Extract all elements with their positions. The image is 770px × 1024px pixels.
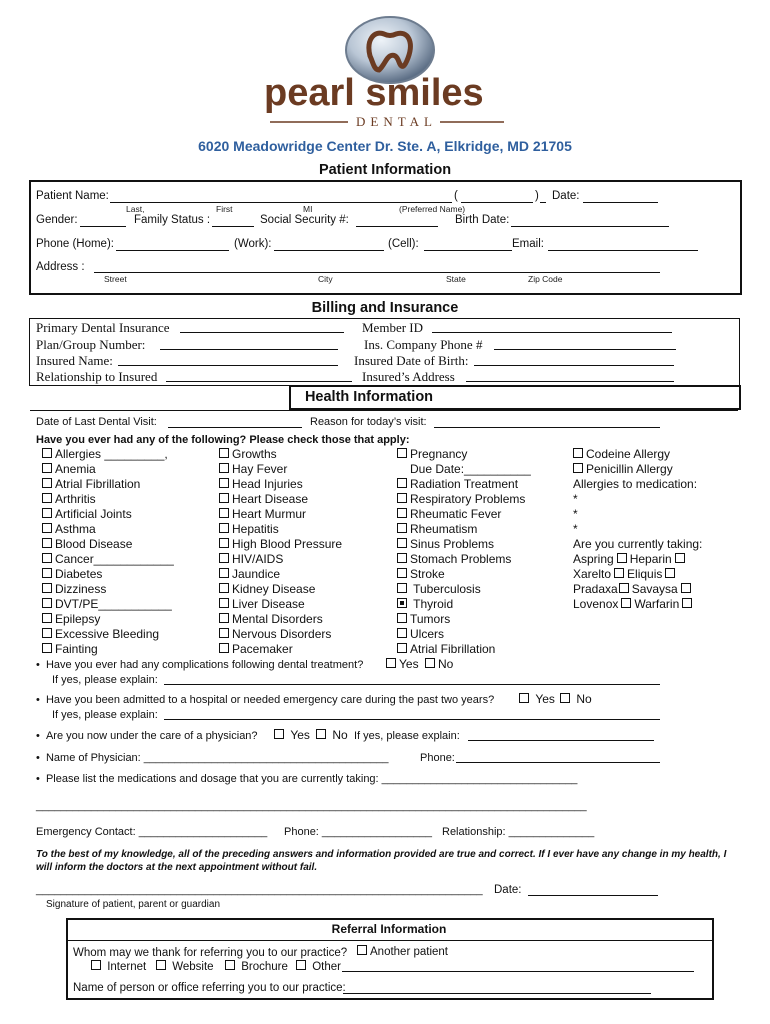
checkbox[interactable]	[42, 493, 52, 503]
checkbox[interactable]	[42, 448, 52, 458]
physician-name-line: • Name of Physician: ________________________________________	[36, 752, 389, 764]
conditions-question: Have you ever had any of the following? Please check those that apply:	[36, 434, 410, 446]
condition-item[interactable]: Hepatitis	[219, 522, 342, 537]
conditions-col-3	[397, 447, 531, 657]
ins-company-phone-label: Ins. Company Phone #	[364, 337, 483, 352]
condition-item[interactable]: Kidney Disease	[219, 582, 342, 597]
preferred-name-field[interactable]	[461, 191, 533, 203]
date-field[interactable]	[583, 191, 658, 203]
physician-phone-label: Phone:	[420, 752, 455, 764]
condition-item[interactable]: Blood Disease	[42, 537, 174, 552]
cell-phone-field[interactable]	[424, 239, 512, 251]
relationship-label: Relationship to Insured	[36, 369, 158, 384]
condition-item[interactable]: Artificial Joints	[42, 507, 174, 522]
referral-another-patient[interactable]: Another patient	[357, 945, 448, 958]
checkbox[interactable]	[42, 553, 52, 563]
checkbox[interactable]	[219, 613, 229, 623]
mi-hint: MI	[303, 204, 313, 214]
checkbox[interactable]	[397, 493, 407, 503]
conditions-col-1	[42, 447, 174, 657]
allergies-to-medication-label: Allergies to medication:	[573, 477, 698, 491]
cell-phone-label: (Cell):	[388, 238, 419, 250]
gender-label: Gender:	[36, 214, 78, 226]
hospital-no[interactable]: No	[560, 692, 592, 706]
checkbox[interactable]	[219, 538, 229, 548]
checkbox[interactable]	[621, 598, 631, 608]
allergy-bullet: *	[573, 492, 578, 506]
condition-item[interactable]: DVT/PE___________	[42, 597, 174, 612]
checkbox[interactable]	[219, 583, 229, 593]
signature-caption: Signature of patient, parent or guardian	[46, 899, 221, 910]
birth-date-label: Birth Date:	[455, 214, 510, 226]
checkbox[interactable]	[573, 463, 583, 473]
checkbox[interactable]	[42, 613, 52, 623]
logo-brand: pearl smiles	[264, 72, 484, 114]
condition-item[interactable]: Heart Disease	[219, 492, 342, 507]
condition-item[interactable]: Pregnancy	[397, 447, 531, 462]
hospital-explain-label: If yes, please explain:	[52, 709, 158, 721]
address-label: Address :	[36, 261, 85, 273]
patient-info-title: Patient Information	[318, 162, 452, 178]
checkbox[interactable]	[617, 553, 627, 563]
last-visit-field[interactable]	[168, 416, 302, 428]
physician-yes[interactable]: Yes	[274, 728, 310, 742]
checkbox[interactable]	[397, 628, 407, 638]
condition-item[interactable]: Pacemaker	[219, 642, 342, 657]
ssn-label: Social Security #:	[260, 214, 349, 226]
med-row: Lovenox Warfarin	[573, 597, 702, 612]
birth-date-field[interactable]	[511, 215, 669, 227]
street-hint: Street	[104, 274, 127, 284]
physician-question: • Are you now under the care of a physician?	[36, 730, 258, 742]
reason-field[interactable]	[434, 416, 660, 428]
physician-explain-field[interactable]	[468, 729, 654, 741]
checkbox[interactable]	[675, 553, 685, 563]
hospital-yes[interactable]: Yes	[519, 692, 555, 706]
checkbox[interactable]	[619, 583, 629, 593]
zip-hint: Zip Code	[528, 274, 563, 284]
checkbox[interactable]	[219, 508, 229, 518]
checkbox[interactable]	[614, 568, 624, 578]
condition-item[interactable]: Atrial Fibrillation	[397, 642, 531, 657]
checkbox[interactable]	[397, 508, 407, 518]
phone-home-label: Phone (Home):	[36, 238, 114, 250]
complications-explain-field[interactable]	[164, 673, 660, 685]
email-label: Email:	[512, 238, 544, 250]
referral-title-divider	[68, 940, 712, 941]
health-divider	[30, 410, 738, 411]
signature-date-field[interactable]	[528, 884, 658, 896]
condition-item[interactable]: Stomach Problems	[397, 552, 531, 567]
condition-item[interactable]: Mental Disorders	[219, 612, 342, 627]
condition-item[interactable]: Jaundice	[219, 567, 342, 582]
state-hint: State	[446, 274, 466, 284]
address-field[interactable]	[94, 261, 660, 273]
checkbox[interactable]	[519, 693, 529, 703]
condition-item[interactable]: Growths	[219, 447, 342, 462]
signature-line[interactable]: _________________________________________________________________________	[36, 884, 483, 896]
conditions-col-2	[219, 447, 342, 657]
condition-item[interactable]: Dizziness	[42, 582, 174, 597]
checkbox[interactable]	[397, 613, 407, 623]
medications-line[interactable]: __________________________________________________________________________________________	[36, 800, 587, 812]
med-row: Pradaxa Savaysa	[573, 582, 702, 597]
complications-question: • Have you ever had any complications following dental treatment?	[36, 659, 364, 671]
checkbox[interactable]	[397, 568, 407, 578]
checkbox[interactable]	[219, 643, 229, 653]
practice-address: 6020 Meadowridge Center Dr. Ste. A, Elkridge, MD 21705	[198, 138, 572, 154]
checkbox[interactable]	[296, 960, 306, 970]
plan-group-field[interactable]	[160, 338, 338, 350]
insured-address-field[interactable]	[466, 370, 674, 382]
conditions-col-4	[573, 447, 702, 612]
checkbox[interactable]	[425, 658, 435, 668]
insured-address-label: Insured’s Address	[362, 369, 455, 384]
checkbox[interactable]	[397, 583, 407, 593]
reason-label: Reason for today’s visit:	[310, 416, 427, 428]
physician-phone-field[interactable]	[456, 751, 660, 763]
checkbox[interactable]	[219, 478, 229, 488]
complications-explain-label: If yes, please explain:	[52, 674, 158, 686]
condition-item[interactable]: Diabetes	[42, 567, 174, 582]
patient-name-label: Patient Name:	[36, 190, 109, 202]
insured-name-field[interactable]	[118, 354, 338, 366]
condition-item[interactable]: Hay Fever	[219, 462, 342, 477]
referral-title: Referral Information	[331, 922, 447, 936]
checkbox[interactable]	[42, 598, 52, 608]
insured-name-label: Insured Name:	[36, 353, 113, 368]
checkbox[interactable]	[219, 598, 229, 608]
condition-item[interactable]: Head Injuries	[219, 477, 342, 492]
condition-item[interactable]: Penicillin Allergy	[573, 462, 702, 477]
complications-yes[interactable]: Yes	[386, 657, 419, 671]
last-hint: Last,	[126, 204, 145, 214]
referral-internet[interactable]: Internet	[91, 960, 146, 973]
preferred-hint: (Preferred Name)	[399, 204, 466, 214]
condition-item[interactable]: High Blood Pressure	[219, 537, 342, 552]
referral-website[interactable]: Website	[156, 960, 214, 973]
insured-dob-field[interactable]	[474, 354, 674, 366]
checkbox[interactable]	[42, 583, 52, 593]
primary-insurance-label: Primary Dental Insurance	[36, 320, 170, 335]
condition-item[interactable]: Ulcers	[397, 627, 531, 642]
condition-item[interactable]: Nervous Disorders	[219, 627, 342, 642]
family-status-label: Family Status :	[134, 214, 211, 226]
checkbox[interactable]	[397, 478, 407, 488]
phone-home-field[interactable]	[116, 239, 229, 251]
emergency-relationship-line: Relationship: ______________	[442, 826, 595, 838]
medications-question: • Please list the medications and dosage that you are currently taking: ________________________________	[36, 773, 578, 785]
condition-item[interactable]: Thyroid	[397, 597, 531, 612]
relationship-field[interactable]	[166, 370, 352, 382]
condition-item[interactable]: Arthritis	[42, 492, 174, 507]
referral-other-field[interactable]	[342, 960, 694, 972]
condition-item[interactable]: Tuberculosis	[397, 582, 531, 597]
checkbox[interactable]	[682, 598, 692, 608]
checkbox[interactable]	[219, 493, 229, 503]
physician-no[interactable]: No	[316, 728, 348, 742]
referral-question: Whom may we thank for referring you to our practice?	[73, 947, 348, 959]
condition-item[interactable]: Sinus Problems	[397, 537, 531, 552]
city-hint: City	[318, 274, 333, 284]
emergency-phone-line: Phone: __________________	[284, 826, 433, 838]
paren-underline	[540, 191, 546, 203]
checkbox[interactable]	[397, 523, 407, 533]
complications-no[interactable]: No	[425, 657, 453, 671]
checkbox[interactable]	[42, 523, 52, 533]
checkbox[interactable]	[219, 463, 229, 473]
checkbox[interactable]	[42, 538, 52, 548]
condition-item[interactable]: Cancer____________	[42, 552, 174, 567]
signature-date-label: Date:	[494, 884, 522, 896]
hospital-question: • Have you been admitted to a hospital or needed emergency care during the past two years?	[36, 694, 495, 706]
checkbox[interactable]	[316, 729, 326, 739]
referral-brochure[interactable]: Brochure	[225, 960, 288, 973]
checkbox[interactable]	[42, 628, 52, 638]
condition-item[interactable]: Heart Murmur	[219, 507, 342, 522]
checkbox[interactable]	[397, 553, 407, 563]
condition-item[interactable]: Codeine Allergy	[573, 447, 702, 462]
member-id-field[interactable]	[432, 321, 672, 333]
condition-item[interactable]: Rheumatic Fever	[397, 507, 531, 522]
checkbox[interactable]	[274, 729, 284, 739]
referral-other[interactable]: Other	[296, 960, 341, 973]
certification-statement: To the best of my knowledge, all of the preceding answers and information provided are true and correct. If I ever have any change in my health, I will inform the doctors at the next appointment without fail.	[36, 849, 727, 873]
email-field[interactable]	[548, 239, 698, 251]
referral-name-label: Name of person or office referring you to our practice:	[73, 982, 346, 994]
physician-explain-label: If yes, please explain:	[354, 730, 460, 742]
referral-name-field[interactable]	[343, 982, 651, 994]
checkbox[interactable]	[357, 945, 367, 955]
checkbox[interactable]	[219, 448, 229, 458]
checkbox[interactable]	[573, 448, 583, 458]
first-hint: First	[216, 204, 233, 214]
family-status-field[interactable]	[212, 215, 254, 227]
checkbox[interactable]	[42, 463, 52, 473]
checkbox[interactable]	[91, 960, 101, 970]
checkbox[interactable]	[219, 568, 229, 578]
condition-item[interactable]: Allergies _________,	[42, 447, 174, 462]
checkbox[interactable]	[560, 693, 570, 703]
checkbox[interactable]	[156, 960, 166, 970]
checkbox[interactable]	[42, 478, 52, 488]
condition-item[interactable]: Excessive Bleeding	[42, 627, 174, 642]
checkbox[interactable]	[225, 960, 235, 970]
condition-item[interactable]: Respiratory Problems	[397, 492, 531, 507]
gender-field[interactable]	[80, 215, 126, 227]
date-label: Date:	[552, 190, 580, 202]
condition-item[interactable]: HIV/AIDS	[219, 552, 342, 567]
checkbox[interactable]	[397, 643, 407, 653]
checkbox[interactable]	[42, 643, 52, 653]
work-phone-field[interactable]	[274, 239, 384, 251]
billing-title: Billing and Insurance	[311, 300, 459, 316]
condition-item[interactable]: Liver Disease	[219, 597, 342, 612]
condition-item[interactable]: Asthma	[42, 522, 174, 537]
condition-item[interactable]: Stroke	[397, 567, 531, 582]
paren-close: )	[535, 190, 539, 202]
paren-open: (	[454, 190, 458, 202]
work-phone-label: (Work):	[234, 238, 272, 250]
insured-dob-label: Insured Date of Birth:	[354, 353, 469, 368]
allergy-bullet: *	[573, 507, 578, 521]
checkbox[interactable]	[219, 628, 229, 638]
med-row: Xarelto Eliquis	[573, 567, 702, 582]
patient-name-field[interactable]	[110, 191, 452, 203]
ins-company-phone-field[interactable]	[494, 338, 676, 350]
condition-item[interactable]: Atrial Fibrillation	[42, 477, 174, 492]
checkbox[interactable]	[219, 553, 229, 563]
checkbox[interactable]	[42, 568, 52, 578]
checkbox[interactable]	[386, 658, 396, 668]
plan-group-label: Plan/Group Number:	[36, 337, 146, 352]
condition-item[interactable]: Fainting	[42, 642, 174, 657]
med-row: Aspring Heparin	[573, 552, 702, 567]
primary-insurance-field[interactable]	[180, 321, 344, 333]
checkbox[interactable]	[219, 523, 229, 533]
checkbox[interactable]	[397, 448, 407, 458]
checkbox[interactable]	[397, 538, 407, 548]
hospital-explain-field[interactable]	[164, 708, 660, 720]
member-id-label: Member ID	[362, 320, 424, 335]
condition-item[interactable]: Epilepsy	[42, 612, 174, 627]
condition-item[interactable]: Tumors	[397, 612, 531, 627]
checkbox[interactable]	[665, 568, 675, 578]
condition-item[interactable]: Radiation Treatment	[397, 477, 531, 492]
emergency-contact-line: Emergency Contact: _____________________	[36, 826, 268, 838]
checkbox[interactable]	[42, 508, 52, 518]
logo-sub: DENTAL	[356, 114, 437, 129]
checkbox[interactable]	[681, 583, 691, 593]
due-date-item[interactable]: Due Date:__________	[410, 462, 531, 476]
condition-item[interactable]: Anemia	[42, 462, 174, 477]
checkbox-filled[interactable]	[397, 598, 407, 608]
last-visit-label: Date of Last Dental Visit:	[36, 416, 157, 428]
ssn-field[interactable]	[356, 215, 438, 227]
currently-taking-label: Are you currently taking:	[573, 537, 703, 551]
condition-item[interactable]: Rheumatism	[397, 522, 531, 537]
logo	[262, 10, 512, 130]
health-title: Health Information	[304, 389, 434, 405]
allergy-bullet: *	[573, 522, 578, 536]
